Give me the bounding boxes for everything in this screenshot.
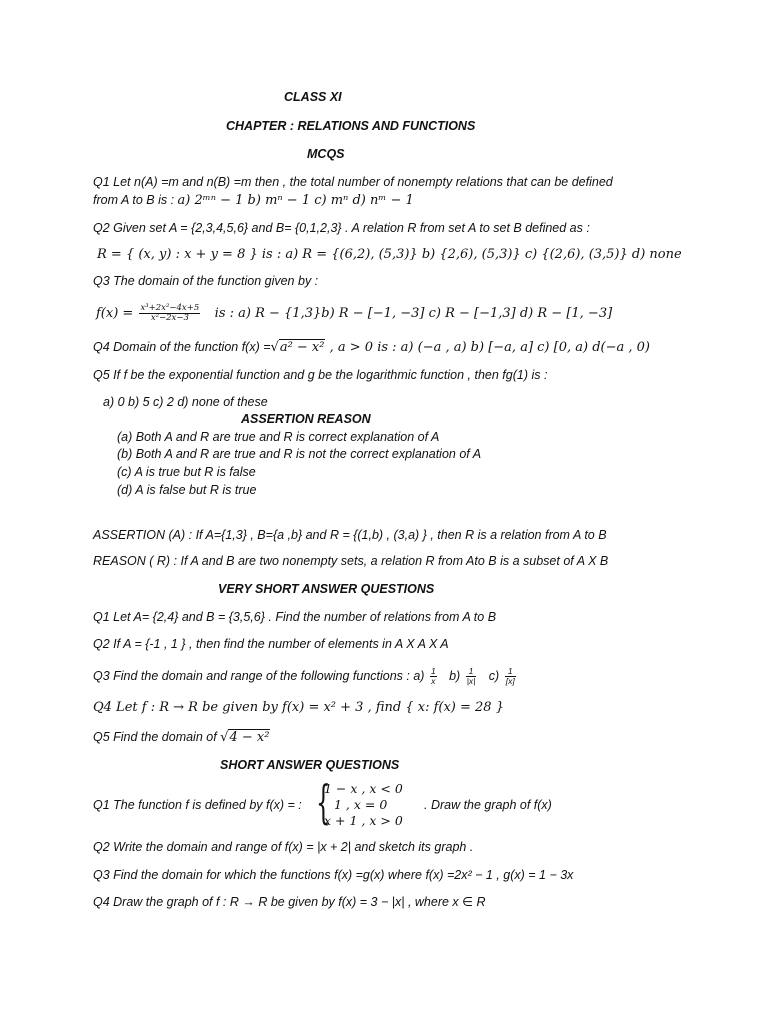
frac-a-den: x	[431, 676, 436, 686]
chapter-title: CHAPTER : RELATIONS AND FUNCTIONS	[226, 119, 476, 133]
piece-row-1: 1 − x , x < 0	[324, 781, 403, 796]
sa-q1-text: Q1 The function f is defined by f(x) = :	[93, 798, 302, 812]
curly-brace: {	[316, 775, 331, 829]
mcq-q3-numerator: x³+2x²−4x+5	[140, 303, 200, 313]
mcq-q5-options: a) 0 b) 5 c) 2 d) none of these	[103, 395, 268, 409]
assertion-statement: ASSERTION (A) : If A={1,3} , B={a ,b} and R = {(1,b) , (3,a) } , then R is a relation from A to B	[93, 528, 607, 542]
sqrt-symbol: √	[220, 730, 229, 745]
vsa-q5-radicand: 4 − x²	[229, 730, 270, 745]
vsa-q2: Q2 If A = {-1 , 1 } , then find the number of elements in A X A X A	[93, 637, 449, 651]
vsa-heading: VERY SHORT ANSWER QUESTIONS	[218, 582, 435, 596]
reason-statement: REASON ( R) : If A and B are two nonempty sets, a relation R from Ato B is a subset of A X B	[93, 554, 609, 568]
mcqs-heading: MCQS	[307, 147, 345, 161]
mcq-q1-line1: Q1 Let n(A) =m and n(B) =m then , the total number of nonempty relations that can be defined	[93, 175, 613, 189]
mcq-q3-line2	[96, 304, 612, 323]
vsa-q3-frac-a	[430, 667, 437, 686]
mcq-q4-options: , a > 0 is : a) (−a , a) b) [−a, a] c) [0, a) d(−a , 0)	[325, 340, 650, 355]
vsa-q5-text: Q5 Find the domain of	[93, 730, 217, 744]
vsa-q1: Q1 Let A= {2,4} and B = {3,5,6} . Find the number of relations from A to B	[93, 610, 497, 624]
vsa-q3-frac-c	[505, 667, 516, 686]
sa-q3: Q3 Find the domain for which the functions f(x) =g(x) where f(x) =2x² − 1 , g(x) = 1 − 3x	[93, 868, 574, 882]
vsa-q3-b-label: b)	[449, 668, 461, 683]
mcq-q3-fraction	[139, 304, 200, 323]
piecewise-function	[316, 775, 406, 831]
ar-option-d: (d) A is false but R is true	[117, 483, 257, 497]
vsa-q3-frac-b	[466, 667, 477, 686]
mcq-q5-line: Q5 If f be the exponential function and g be the logarithmic function , then fg(1) is :	[93, 368, 548, 382]
assertion-reason-heading: ASSERTION REASON	[241, 412, 371, 426]
mcq-q3-denominator: x²−2x−3	[150, 313, 189, 323]
mcq-q4-radicand: a² − x²	[279, 340, 325, 355]
vsa-q4: Q4 Let f : R → R be given by f(x) = x² + 3 , find { x: f(x) = 28 }	[93, 700, 504, 715]
ar-option-b: (b) Both A and R are true and R is not the correct explanation of A	[117, 447, 482, 461]
sa-q4: Q4 Draw the graph of f : R → R be given by f(x) = 3 − |x| , where x ∈ R	[93, 895, 486, 909]
ar-option-c: (c) A is true but R is false	[117, 465, 256, 479]
frac-c-den: [x]	[505, 676, 515, 686]
mcq-q3-line1: Q3 The domain of the function given by :	[93, 274, 319, 288]
mcq-q1-options: a) 2ᵐⁿ − 1 b) mⁿ − 1 c) mⁿ d) nᵐ − 1	[177, 193, 414, 208]
frac-b-den: |x|	[466, 676, 476, 686]
frac-c-num: 1	[505, 667, 516, 677]
vsa-q3	[93, 667, 518, 686]
vsa-q3-text: Q3 Find the domain and range of the following functions : a)	[93, 668, 425, 683]
frac-b-num: 1	[466, 667, 477, 677]
sqrt-symbol: √	[270, 340, 279, 355]
mcq-q1-line2	[93, 192, 414, 209]
sa-q2: Q2 Write the domain and range of f(x) = |x + 2| and sketch its graph .	[93, 840, 474, 854]
mcq-q4-line	[93, 339, 650, 356]
ar-option-a: (a) Both A and R are true and R is correct explanation of A	[117, 430, 440, 444]
mcq-q1-text: from A to B is :	[93, 193, 178, 207]
mcq-q3-fx: f(x) =	[96, 306, 134, 321]
piece-row-3: x + 1 , x > 0	[324, 813, 403, 828]
mcq-q2-line1: Q2 Given set A = {2,3,4,5,6} and B= {0,1,2,3} . A relation R from set A to set B defined as :	[93, 221, 590, 235]
vsa-q3-c-label: c)	[488, 668, 500, 683]
mcq-q2-line2: R = { (x, y) : x + y = 8 } is : a) R = {(6,2), (5,3)} b) {2,6), (5,3)} c) {(2,6), (3,5)} d) none	[97, 247, 682, 262]
sa-q1-post: . Draw the graph of f(x)	[424, 798, 552, 812]
piece-row-2: 1 , x = 0	[334, 797, 388, 812]
mcq-q4-pre: Q4 Domain of the function f(x) =	[93, 340, 271, 354]
class-title: CLASS XI	[284, 90, 342, 104]
frac-a-num: 1	[430, 666, 436, 676]
vsa-q5	[93, 729, 270, 746]
mcq-q3-options: is : a) R − {1,3}b) R − [−1, −3] c) R − [−1,3] d) R − [1, −3]	[214, 306, 613, 321]
sa-heading: SHORT ANSWER QUESTIONS	[220, 758, 400, 772]
